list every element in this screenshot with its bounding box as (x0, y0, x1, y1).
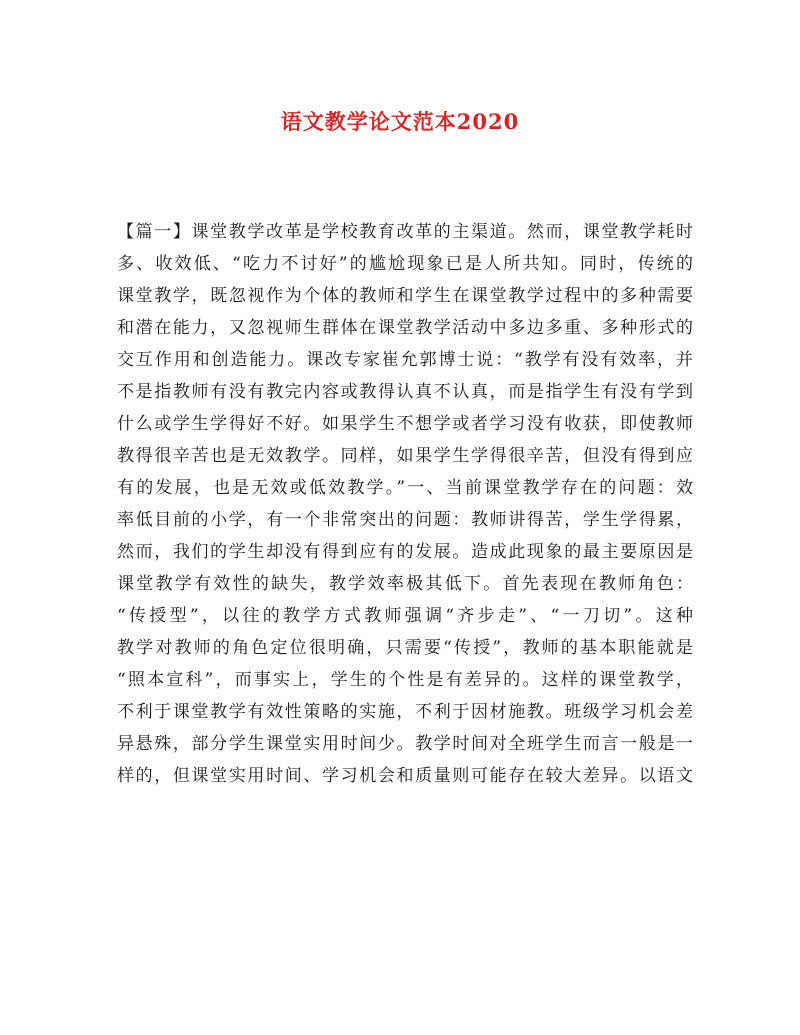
text-line: 课堂教学，既忽视作为个体的教师和学生在课堂教学过程中的多种需要 (117, 286, 693, 306)
text-line: 率低目前的小学，有一个非常突出的问题：教师讲得苦，学生学得累， (117, 510, 693, 530)
text-line: 教得很辛苦也是无效教学。同样，如果学生学得很辛苦，但没有得到应 (117, 446, 693, 466)
text-line: 课堂教学有效性的缺失，教学效率极其低下。首先表现在教师角色： (117, 574, 693, 594)
text-line: 【篇一】课堂教学改革是学校教育改革的主渠道。然而，课堂教学耗时 (117, 222, 693, 242)
body-paragraph (117, 216, 693, 792)
text-line: 不利于课堂教学有效性策略的实施，不利于因材施教。班级学习机会差 (117, 702, 693, 722)
text-line: “照本宣科”，而事实上，学生的个性是有差异的。这样的课堂教学， (117, 670, 693, 690)
text-line: 教学对教师的角色定位很明确，只需要“传授”，教师的基本职能就是 (117, 638, 693, 658)
text-line: “传授型”，以往的教学方式教师强调“齐步走”、“一刀切”。这种 (117, 606, 693, 626)
text-line: 交互作用和创造能力。课改专家崔允郭博士说：“教学有没有效率，并 (117, 350, 693, 370)
text-line: 有的发展，也是无效或低效教学。”一、当前课堂教学存在的问题：效 (117, 478, 693, 498)
text-line: 不是指教师有没有教完内容或教得认真不认真，而是指学生有没有学到 (117, 382, 693, 402)
document-title: 语文教学论文范本2020 (280, 109, 520, 134)
text-line: 多、收效低、“吃力不讨好”的尴尬现象已是人所共知。同时，传统的 (117, 254, 693, 274)
text-line: 和潜在能力，又忽视师生群体在课堂教学活动中多边多重、多种形式的 (117, 318, 693, 338)
text-line: 什么或学生学得好不好。如果学生不想学或者学习没有收获，即使教师 (117, 414, 693, 434)
text-line: 异悬殊，部分学生课堂实用时间少。教学时间对全班学生而言一般是一 (117, 734, 693, 754)
text-line: 然而，我们的学生却没有得到应有的发展。造成此现象的最主要原因是 (117, 542, 693, 562)
text-line: 样的，但课堂实用时间、学习机会和质量则可能存在较大差异。以语文 (117, 766, 693, 786)
